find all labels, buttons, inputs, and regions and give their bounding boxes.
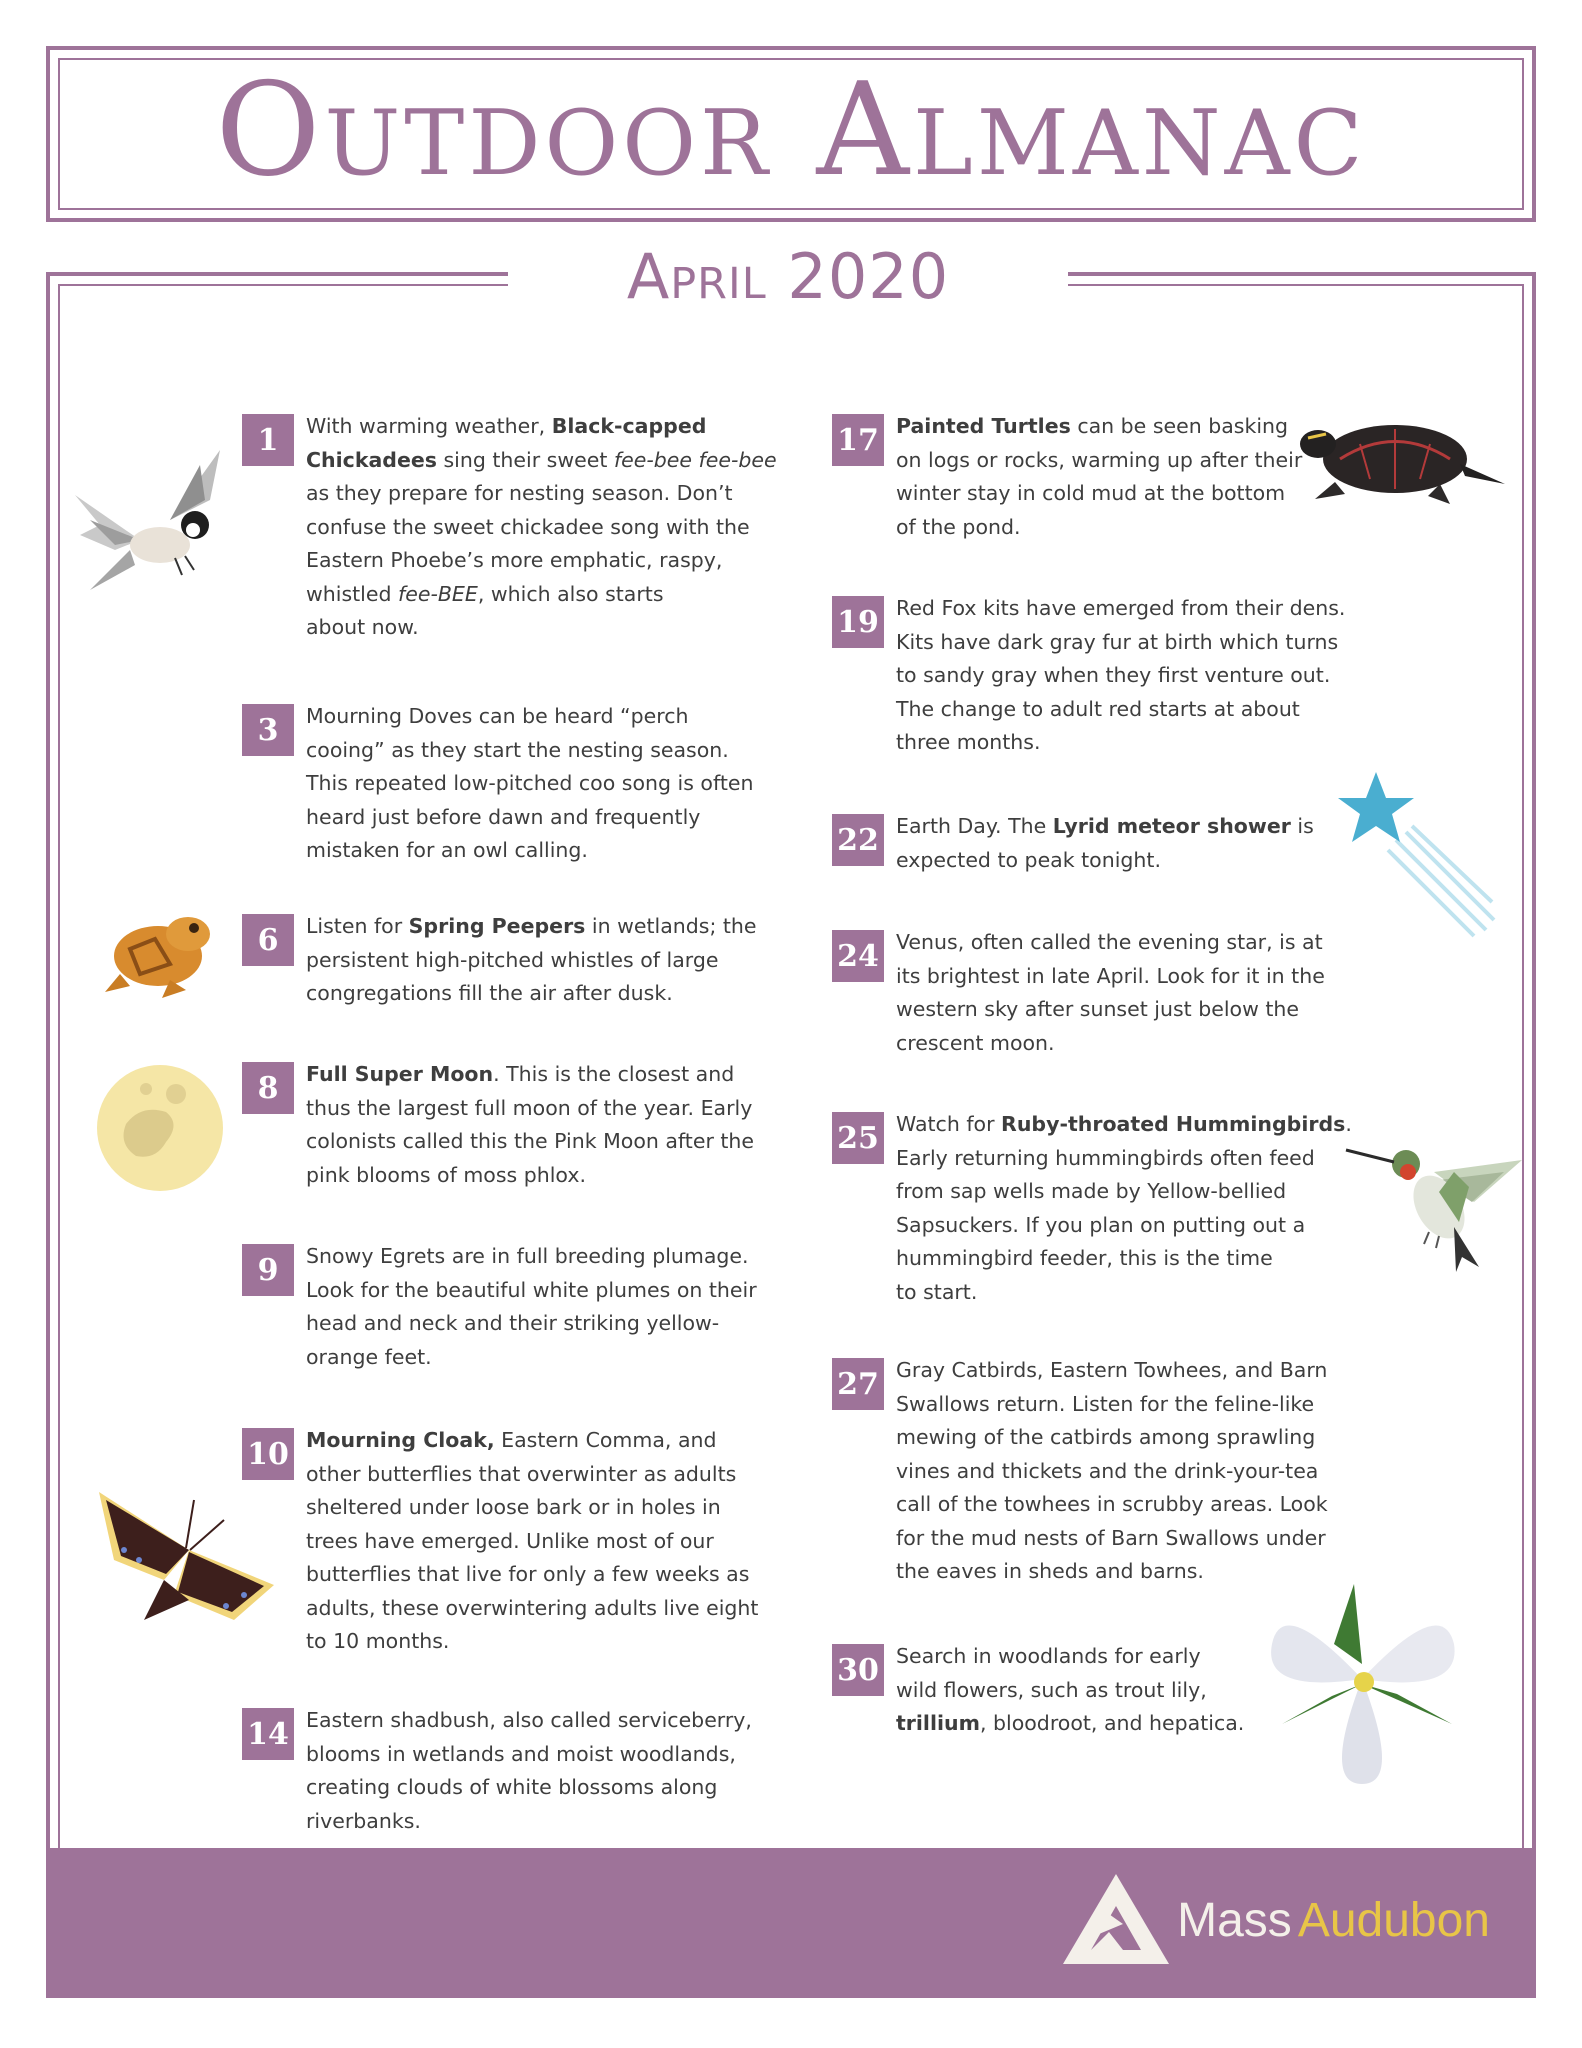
text-segment: the eaves in sheds and barns. (896, 1559, 1204, 1583)
text-segment: Gray Catbirds, Eastern Towhees, and Barn (896, 1358, 1328, 1382)
entry-text (306, 1704, 752, 1838)
entry-line (306, 734, 753, 768)
day-badge: 24 (832, 930, 884, 982)
entry-line (896, 592, 1345, 626)
entry-line (896, 1276, 1352, 1310)
text-segment: on logs or rocks, warming up after their (896, 447, 1303, 472)
text-segment: Look for the beautiful white plumes on their (306, 1277, 757, 1302)
text-segment: persistent high-pitched whistles of large (306, 947, 719, 972)
text-segment: Listen for (306, 914, 409, 938)
entry-line (896, 410, 1302, 444)
text-segment: winter stay in cold mud at the bottom (896, 481, 1286, 505)
bold-text: Chickadees (306, 447, 437, 472)
text-segment: riverbanks. (306, 1808, 421, 1833)
text-segment: Watch for (896, 1112, 1002, 1136)
entry-line (306, 1240, 757, 1274)
text-segment: three months. (896, 730, 1041, 754)
entry-line (896, 1455, 1328, 1489)
text-segment: call of the towhees in scrubby areas. Look (896, 1492, 1328, 1516)
entry-line (306, 1307, 757, 1341)
text-segment: . This is the closest and (493, 1062, 735, 1086)
entry-line (896, 960, 1325, 994)
entry-line (896, 444, 1302, 478)
entry-line (306, 1525, 758, 1559)
text-segment: hummingbird feeder, this is the time (896, 1246, 1273, 1270)
day-badge: 27 (832, 1358, 884, 1410)
text-segment: head and neck and their striking yellow- (306, 1311, 720, 1335)
text-segment: Venus, often called the evening star, is at (896, 930, 1323, 954)
full-moon-illustration (96, 1064, 224, 1192)
entry-line (896, 726, 1345, 760)
text-segment: cooing” as they start the nesting season. (306, 737, 729, 762)
entry-line (306, 511, 777, 545)
text-segment: With warming weather, (306, 414, 552, 438)
text-segment: wild flowers, such as trout lily, (896, 1677, 1207, 1702)
entry-text (896, 410, 1302, 544)
logo-mass-text: Mass (1177, 1893, 1292, 1947)
spring-peeper-illustration (100, 904, 216, 1002)
text-segment: pink blooms of moss phlox. (306, 1162, 586, 1187)
entry-line (306, 410, 777, 444)
entry-line (306, 477, 777, 511)
entry-line (896, 1674, 1244, 1708)
text-segment: can be seen basking (1070, 414, 1289, 438)
entry-line (896, 477, 1302, 511)
text-segment: sheltered under loose bark or in holes in (306, 1495, 721, 1519)
entry-line (896, 844, 1314, 878)
text-segment: for the mud nests of Barn Swallows under (896, 1525, 1326, 1550)
text-segment: , bloodroot, and hepatica. (979, 1711, 1245, 1735)
entry-line (896, 1108, 1352, 1142)
entry-line (896, 1640, 1244, 1674)
entry-line (306, 1592, 758, 1626)
entry-line (306, 767, 753, 801)
entry-text (306, 1424, 758, 1659)
entry-text (896, 1108, 1352, 1309)
trillium-illustration (1262, 1584, 1462, 1788)
text-segment: adults, these overwintering adults live eight (306, 1595, 759, 1620)
hummingbird-illustration (1344, 1132, 1524, 1282)
entry-line (306, 1805, 752, 1839)
bold-text: Black-capped (551, 414, 707, 438)
day-badge: 1 (242, 414, 294, 466)
day-badge: 30 (832, 1644, 884, 1696)
entry-line (306, 1771, 752, 1805)
entry-line (306, 1159, 754, 1193)
text-segment: its brightest in late April. Look for it in the (896, 963, 1325, 988)
mourning-cloak-illustration (94, 1480, 284, 1630)
entry-line (306, 1491, 758, 1525)
entry-line (306, 1625, 758, 1659)
day-badge: 8 (242, 1062, 294, 1114)
entry-line (306, 444, 777, 478)
day-badge: 3 (242, 704, 294, 756)
bold-text: Painted Turtles (896, 414, 1071, 438)
entry-line (896, 810, 1314, 844)
entry-line (306, 910, 757, 944)
text-segment: confuse the sweet chickadee song with the (306, 514, 750, 539)
text-segment: trees have emerged. Unlike most of our (306, 1528, 714, 1553)
text-segment: Early returning hummingbirds often feed (896, 1145, 1315, 1170)
entry-text (896, 1640, 1244, 1741)
bold-text: Ruby-throated Hummingbirds (1001, 1112, 1346, 1136)
bold-text: Mourning Cloak, (306, 1428, 495, 1452)
entry-line (896, 1522, 1328, 1556)
shooting-star-illustration (1336, 770, 1496, 940)
entry-line (896, 1209, 1352, 1243)
text-segment: about now. (306, 615, 419, 639)
text-segment: butterflies that live for only a few weeks as (306, 1562, 750, 1586)
entry-line (306, 1458, 758, 1492)
entry-line (306, 1341, 757, 1375)
entry-text (306, 410, 777, 645)
text-segment: thus the largest full moon of the year. Early (306, 1095, 753, 1120)
bold-text: Spring Peepers (408, 914, 586, 938)
day-badge: 10 (242, 1428, 294, 1480)
text-segment: mewing of the catbirds among sprawling (896, 1425, 1316, 1449)
day-badge: 14 (242, 1708, 294, 1760)
text-segment: of the pond. (896, 514, 1021, 539)
text-segment: congregations fill the air after dusk. (306, 981, 673, 1005)
text-segment: is (1290, 814, 1314, 838)
text-segment: to 10 months. (306, 1629, 450, 1653)
text-segment: to start. (896, 1279, 978, 1304)
text-segment: Kits have dark gray fur at birth which turns (896, 629, 1339, 654)
entry-line (306, 1738, 752, 1772)
entry-line (306, 944, 757, 978)
title-box-inner (58, 58, 1524, 210)
entry-line (306, 1058, 754, 1092)
italic-text: fee-BEE (398, 581, 478, 606)
entry-text (306, 910, 757, 1011)
text-segment: The change to adult red starts at about (896, 696, 1300, 721)
entry-text (306, 700, 753, 868)
text-segment: from sap wells made by Yellow-bellied (896, 1179, 1287, 1203)
entry-line (306, 700, 753, 734)
chickadee-illustration (70, 440, 230, 610)
text-segment: blooms in wetlands and moist woodlands, (306, 1741, 736, 1766)
text-segment: vines and thickets and the drink-your-tea (896, 1458, 1319, 1483)
entry-line (896, 693, 1345, 727)
entry-line (306, 611, 777, 645)
text-segment: Snowy Egrets are in full breeding plumage. (306, 1244, 749, 1268)
day-badge: 25 (832, 1112, 884, 1164)
entry-text (896, 810, 1314, 877)
entry-line (306, 834, 753, 868)
text-segment: whistled (306, 581, 399, 606)
entry-line (896, 926, 1325, 960)
text-segment: creating clouds of white blossoms along (306, 1775, 718, 1799)
entry-text (306, 1058, 754, 1192)
logo-audubon-text: Audubon (1297, 1893, 1490, 1947)
entry-line (896, 1175, 1352, 1209)
entry-line (306, 1274, 757, 1308)
entry-line (306, 578, 777, 612)
entry-line (306, 1092, 754, 1126)
text-segment: This repeated low-pitched coo song is often (306, 771, 754, 795)
entry-text (896, 1354, 1328, 1589)
audubon-bird-icon (1061, 1872, 1171, 1968)
text-segment: other butterflies that overwinter as adults (306, 1461, 737, 1486)
text-segment: crescent moon. (896, 1030, 1055, 1055)
bold-text: Full Super Moon (306, 1062, 494, 1086)
mass-audubon-logo[interactable] (1061, 1870, 1490, 1970)
text-segment: Sapsuckers. If you plan on putting out a (896, 1212, 1306, 1237)
entry-text (896, 592, 1345, 760)
entry-line (306, 801, 753, 835)
entry-line (306, 544, 777, 578)
text-segment: Eastern shadbush, also called serviceberry, (306, 1708, 752, 1732)
painted-turtle-illustration (1300, 404, 1510, 514)
text-segment: as they prepare for nesting season. Don’t (306, 481, 733, 505)
page-title: Outdoor Almanac (215, 56, 1367, 205)
text-segment: Eastern Phoebe’s more emphatic, raspy, (306, 548, 723, 572)
text-segment: , which also starts (477, 581, 664, 606)
title-box (46, 46, 1536, 222)
day-badge: 19 (832, 596, 884, 648)
entry-line (896, 1027, 1325, 1061)
text-segment: Search in woodlands for early (896, 1644, 1201, 1668)
day-badge: 9 (242, 1244, 294, 1296)
month-heading: April 2020 (626, 240, 950, 313)
text-segment: Swallows return. Listen for the feline-like (896, 1391, 1315, 1416)
text-segment: Red Fox kits have emerged from their dens. (896, 596, 1346, 620)
text-segment: orange feet. (306, 1344, 432, 1369)
text-segment: colonists called this the Pink Moon after the (306, 1129, 755, 1153)
entry-line (896, 1388, 1328, 1422)
entry-text (306, 1240, 757, 1374)
text-segment: mistaken for an owl calling. (306, 838, 588, 862)
entry-text (896, 926, 1325, 1060)
day-badge: 6 (242, 914, 294, 966)
entry-line (896, 1707, 1244, 1741)
text-segment: . (1345, 1112, 1352, 1136)
entry-line (896, 626, 1345, 660)
entry-line (896, 1142, 1352, 1176)
entry-line (896, 993, 1325, 1027)
text-segment: in wetlands; the (585, 914, 757, 938)
text-segment: expected to peak tonight. (896, 847, 1161, 872)
text-segment: to sandy gray when they first venture out. (896, 663, 1331, 687)
text-segment: Mourning Doves can be heard “perch (306, 704, 689, 728)
text-segment: sing their sweet (436, 447, 614, 472)
day-badge: 22 (832, 814, 884, 866)
bold-text: trillium (896, 1711, 980, 1735)
entry-line (306, 1704, 752, 1738)
entry-line (306, 1424, 758, 1458)
text-segment: heard just before dawn and frequently (306, 804, 701, 829)
day-badge: 17 (832, 414, 884, 466)
entry-line (306, 1558, 758, 1592)
text-segment: Earth Day. The (896, 814, 1053, 838)
entry-line (896, 1242, 1352, 1276)
bold-text: Lyrid meteor shower (1052, 814, 1291, 838)
entry-line (896, 511, 1302, 545)
text-segment: Eastern Comma, and (494, 1428, 717, 1452)
entry-line (306, 977, 757, 1011)
entry-line (896, 1354, 1328, 1388)
entry-line (896, 1488, 1328, 1522)
text-segment: western sky after sunset just below the (896, 997, 1299, 1021)
footer-bar (46, 1848, 1536, 1998)
entry-line (896, 659, 1345, 693)
entry-line (896, 1421, 1328, 1455)
entry-line (306, 1125, 754, 1159)
italic-text: fee-bee fee-bee (613, 447, 777, 472)
